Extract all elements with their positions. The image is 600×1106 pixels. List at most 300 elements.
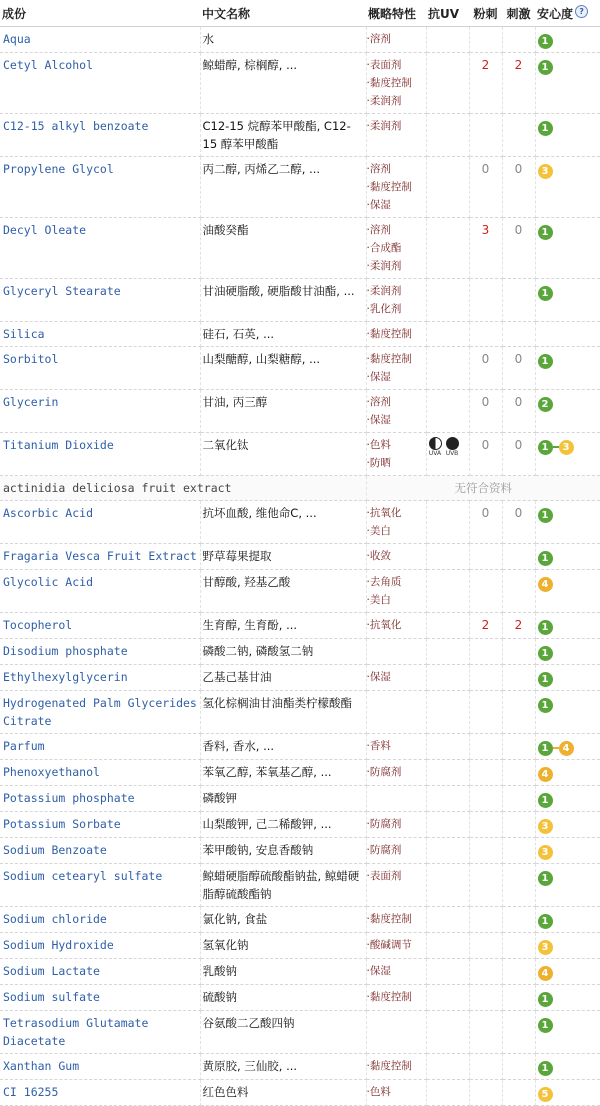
- table-row: [0, 1080, 600, 1106]
- chinese-name: 乙基己基甘油: [200, 665, 366, 691]
- acne-rating: 0: [469, 347, 502, 390]
- safety-cell: [535, 665, 600, 691]
- function-tag: ·合成酯: [366, 242, 402, 254]
- function-cell: [366, 570, 426, 613]
- function-cell: [366, 907, 426, 933]
- ingredient-name-link[interactable]: Tocopherol: [0, 613, 200, 639]
- ingredient-name-link[interactable]: Propylene Glycol: [0, 157, 200, 218]
- ingredient-name-link[interactable]: Tetrasodium Glutamate Diacetate: [0, 1011, 200, 1054]
- safety-badge[interactable]: 2: [538, 397, 553, 412]
- acne-rating: [469, 838, 502, 864]
- function-cell: [366, 501, 426, 544]
- table-row: [0, 812, 600, 838]
- table-row: [0, 691, 600, 734]
- safety-badge[interactable]: 1: [538, 225, 553, 240]
- irritation-rating: [502, 838, 535, 864]
- safety-cell: [535, 114, 600, 157]
- table-row: [0, 786, 600, 812]
- chinese-name: 苯氧乙醇, 苯氧基乙醇, ...: [200, 760, 366, 786]
- function-tag: ·保湿: [366, 199, 391, 211]
- acne-rating: [469, 691, 502, 734]
- function-tag: ·美白: [366, 525, 391, 537]
- safety-badge[interactable]: 3: [538, 164, 553, 179]
- chinese-name: 山梨醣醇, 山梨糖醇, ...: [200, 347, 366, 390]
- safety-badge[interactable]: 1: [538, 354, 553, 369]
- safety-cell: [535, 157, 600, 218]
- irritation-rating: [502, 734, 535, 760]
- chinese-name: 硫酸钠: [200, 985, 366, 1011]
- safety-badge[interactable]: 1: [538, 620, 553, 635]
- chinese-name: 野草莓果提取: [200, 544, 366, 570]
- function-tag: ·黏度控制: [366, 328, 412, 340]
- table-row: [0, 279, 600, 322]
- safety-badge[interactable]: 1: [538, 121, 553, 136]
- irritation-rating: [502, 665, 535, 691]
- chinese-name: 甘油硬脂酸, 硬脂酸甘油酯, ...: [200, 279, 366, 322]
- chinese-name: 甘油, 丙三醇: [200, 390, 366, 433]
- irritation-rating: [502, 760, 535, 786]
- table-row: [0, 639, 600, 665]
- function-tag: ·色料: [366, 439, 391, 451]
- table-row: [0, 613, 600, 639]
- function-cell: [366, 639, 426, 665]
- table-row: [0, 570, 600, 613]
- acne-rating: [469, 959, 502, 985]
- safety-cell: [535, 390, 600, 433]
- table-row: [0, 665, 600, 691]
- ingredient-name-link[interactable]: Fragaria Vesca Fruit Extract: [0, 544, 200, 570]
- function-tag: ·防腐剂: [366, 766, 402, 778]
- function-tag: ·抗氧化: [366, 507, 402, 519]
- irritation-rating: 0: [502, 218, 535, 279]
- function-tag: ·黏度控制: [366, 181, 412, 193]
- irritation-rating: 2: [502, 53, 535, 114]
- irritation-rating: [502, 27, 535, 53]
- function-cell: [366, 691, 426, 734]
- help-icon[interactable]: ?: [575, 5, 588, 18]
- ingredient-name-link[interactable]: Potassium phosphate: [0, 786, 200, 812]
- chinese-name: 乳酸钠: [200, 959, 366, 985]
- acne-rating: 0: [469, 501, 502, 544]
- irritation-rating: [502, 786, 535, 812]
- safety-badge[interactable]: 3: [538, 845, 553, 860]
- safety-cell: [535, 218, 600, 279]
- irritation-rating: [502, 933, 535, 959]
- ingredient-name-link[interactable]: Glycolic Acid: [0, 570, 200, 613]
- acne-rating: [469, 639, 502, 665]
- safety-cell: [535, 985, 600, 1011]
- function-cell: [366, 157, 426, 218]
- ingredient-name-link[interactable]: Sodium Lactate: [0, 959, 200, 985]
- uv-cell: [426, 433, 469, 476]
- table-row: [0, 959, 600, 985]
- chinese-name: 油酸癸酯: [200, 218, 366, 279]
- function-cell: [366, 760, 426, 786]
- irritation-rating: [502, 1080, 535, 1106]
- acne-rating: [469, 933, 502, 959]
- safety-badge[interactable]: 1: [538, 871, 553, 886]
- safety-cell: [535, 613, 600, 639]
- uv-cell: [426, 691, 469, 734]
- safety-badge[interactable]: 1: [538, 992, 553, 1007]
- safety-cell: [535, 864, 600, 907]
- chinese-name: 香料, 香水, ...: [200, 734, 366, 760]
- safety-badge[interactable]: 5: [538, 1087, 553, 1102]
- function-tag: ·溶剂: [366, 224, 391, 236]
- chinese-name: 氯化钠, 食盐: [200, 907, 366, 933]
- function-tag: ·表面剂: [366, 59, 402, 71]
- safety-cell: [535, 1054, 600, 1080]
- ingredient-name-unmatched: actinidia deliciosa fruit extract: [0, 476, 366, 501]
- function-tag: ·黏度控制: [366, 991, 412, 1003]
- function-cell: [366, 279, 426, 322]
- irritation-rating: [502, 114, 535, 157]
- table-row: [0, 27, 600, 53]
- acne-rating: [469, 1054, 502, 1080]
- function-cell: [366, 1054, 426, 1080]
- uvb-indicator: [446, 436, 459, 458]
- chinese-name: 生育醇, 生育酚, ...: [200, 613, 366, 639]
- ingredient-name-link[interactable]: Parfum: [0, 734, 200, 760]
- table-row: [0, 838, 600, 864]
- acne-rating: 0: [469, 433, 502, 476]
- function-cell: [366, 53, 426, 114]
- chinese-name: 苯甲酸钠, 安息香酸钠: [200, 838, 366, 864]
- chinese-name: 红色色料: [200, 1080, 366, 1106]
- acne-rating: 0: [469, 390, 502, 433]
- acne-rating: [469, 1080, 502, 1106]
- irritation-rating: 0: [502, 347, 535, 390]
- function-cell: [366, 959, 426, 985]
- table-row: [0, 322, 600, 347]
- function-tag: ·黏度控制: [366, 1060, 412, 1072]
- ingredient-name-link[interactable]: Sodium chloride: [0, 907, 200, 933]
- ingredient-name-link[interactable]: Decyl Oleate: [0, 218, 200, 279]
- function-tag: ·收敛: [366, 550, 391, 562]
- acne-rating: [469, 544, 502, 570]
- safety-cell: [535, 544, 600, 570]
- safety-badge[interactable]: 4: [538, 577, 553, 592]
- uv-cell: [426, 501, 469, 544]
- safety-badge[interactable]: 1: [538, 34, 553, 49]
- function-tag: ·溶剂: [366, 163, 391, 175]
- safety-badge[interactable]: 1: [538, 551, 553, 566]
- table-row: [0, 907, 600, 933]
- function-cell: [366, 114, 426, 157]
- safety-badge[interactable]: 1: [538, 672, 553, 687]
- irritation-rating: [502, 544, 535, 570]
- ingredient-name-link[interactable]: Sodium sulfate: [0, 985, 200, 1011]
- function-cell: [366, 347, 426, 390]
- ingredient-name-link[interactable]: CI 16255: [0, 1080, 200, 1106]
- safety-badge[interactable]: 1: [538, 698, 553, 713]
- ingredient-name-link[interactable]: Phenoxyethanol: [0, 760, 200, 786]
- range-connector: [553, 446, 559, 448]
- uv-cell: [426, 864, 469, 907]
- ingredient-name-link[interactable]: Disodium phosphate: [0, 639, 200, 665]
- ingredient-name-link[interactable]: Cetyl Alcohol: [0, 53, 200, 114]
- safety-badge[interactable]: 3: [538, 819, 553, 834]
- chinese-name: C12-15 烷醇苯甲酸酯, C12-15 醇苯甲酸酯: [200, 114, 366, 157]
- acne-rating: 3: [469, 218, 502, 279]
- safety-badge[interactable]: 1: [538, 1061, 553, 1076]
- chinese-name: 抗坏血酸, 维他命C, ...: [200, 501, 366, 544]
- header-ingredient: 成份: [0, 0, 200, 27]
- function-tag: ·黏度控制: [366, 913, 412, 925]
- safety-badge[interactable]: 1: [538, 914, 553, 929]
- function-tag: ·保湿: [366, 671, 391, 683]
- safety-cell: [535, 1011, 600, 1054]
- safety-cell: [535, 279, 600, 322]
- acne-rating: 2: [469, 53, 502, 114]
- table-row: [0, 347, 600, 390]
- function-cell: [366, 322, 426, 347]
- chinese-name: 丙二醇, 丙烯乙二醇, ...: [200, 157, 366, 218]
- uv-cell: [426, 959, 469, 985]
- irritation-rating: [502, 322, 535, 347]
- uv-cell: [426, 322, 469, 347]
- ingredient-name-link[interactable]: Xanthan Gum: [0, 1054, 200, 1080]
- safety-badge[interactable]: 4: [538, 966, 553, 981]
- safety-badge[interactable]: 1: [538, 440, 553, 455]
- table-row: [0, 218, 600, 279]
- table-row: [0, 433, 600, 476]
- table-row: [0, 933, 600, 959]
- uv-cell: [426, 347, 469, 390]
- irritation-rating: 2: [502, 613, 535, 639]
- ingredient-name-link[interactable]: Potassium Sorbate: [0, 812, 200, 838]
- uv-cell: [426, 613, 469, 639]
- function-tag: ·黏度控制: [366, 77, 412, 89]
- chinese-name: 甘醇酸, 羟基乙酸: [200, 570, 366, 613]
- safety-cell: [535, 691, 600, 734]
- function-tag: ·色料: [366, 1086, 391, 1098]
- safety-cell: [535, 959, 600, 985]
- uv-cell: [426, 570, 469, 613]
- ingredient-name-link[interactable]: Titanium Dioxide: [0, 433, 200, 476]
- function-tag: ·美白: [366, 594, 391, 606]
- safety-cell: [535, 433, 600, 476]
- safety-badge[interactable]: 1: [538, 60, 553, 75]
- function-cell: [366, 734, 426, 760]
- function-cell: [366, 1080, 426, 1106]
- uv-cell: [426, 985, 469, 1011]
- chinese-name: 硅石, 石英, ...: [200, 322, 366, 347]
- irritation-rating: 0: [502, 433, 535, 476]
- acne-rating: [469, 786, 502, 812]
- acne-rating: [469, 114, 502, 157]
- header-chinese-name: 中文名称: [200, 0, 366, 27]
- table-row: [0, 544, 600, 570]
- safety-badge[interactable]: 1: [538, 508, 553, 523]
- function-tag: ·防晒: [366, 457, 391, 469]
- safety-cell: [535, 322, 600, 347]
- irritation-rating: 0: [502, 501, 535, 544]
- table-row: [0, 114, 600, 157]
- safety-badge[interactable]: 1: [538, 793, 553, 808]
- uv-cell: [426, 838, 469, 864]
- ingredient-name-link[interactable]: Sodium Hydroxide: [0, 933, 200, 959]
- uv-cell: [426, 544, 469, 570]
- function-cell: [366, 27, 426, 53]
- function-cell: [366, 218, 426, 279]
- function-tag: ·溶剂: [366, 396, 391, 408]
- safety-badge[interactable]: 1: [538, 286, 553, 301]
- function-tag: ·抗氧化: [366, 619, 402, 631]
- acne-rating: [469, 985, 502, 1011]
- safety-cell: [535, 812, 600, 838]
- ingredient-rows: [0, 27, 600, 1106]
- chinese-name: 鲸蜡醇, 棕榈醇, ...: [200, 53, 366, 114]
- ingredient-name-link[interactable]: Glycerin: [0, 390, 200, 433]
- irritation-rating: [502, 691, 535, 734]
- irritation-rating: 0: [502, 157, 535, 218]
- safety-badge[interactable]: 4: [538, 767, 553, 782]
- table-row: [0, 157, 600, 218]
- irritation-rating: [502, 864, 535, 907]
- no-data-message: 无符合资料: [366, 476, 600, 501]
- uv-cell: [426, 1011, 469, 1054]
- function-cell: [366, 812, 426, 838]
- uv-cell: [426, 1080, 469, 1106]
- acne-rating: 2: [469, 613, 502, 639]
- safety-cell: [535, 570, 600, 613]
- table-row: [0, 1054, 600, 1080]
- safety-badge[interactable]: 3: [538, 940, 553, 955]
- acne-rating: [469, 907, 502, 933]
- safety-badge[interactable]: 1: [538, 741, 553, 756]
- safety-cell: [535, 347, 600, 390]
- acne-rating: [469, 734, 502, 760]
- table-row: [0, 985, 600, 1011]
- safety-cell: [535, 760, 600, 786]
- table-row: [0, 53, 600, 114]
- uv-cell: [426, 907, 469, 933]
- irritation-rating: [502, 1011, 535, 1054]
- acne-rating: [469, 1011, 502, 1054]
- ingredient-name-link[interactable]: C12-15 alkyl benzoate: [0, 114, 200, 157]
- table-row: [0, 760, 600, 786]
- safety-cell: [535, 501, 600, 544]
- ingredient-name-link[interactable]: Sorbitol: [0, 347, 200, 390]
- function-cell: [366, 864, 426, 907]
- function-cell: [366, 433, 426, 476]
- function-tag: ·去角质: [366, 576, 402, 588]
- function-cell: [366, 1011, 426, 1054]
- function-tag: ·香料: [366, 740, 391, 752]
- table-row: [0, 864, 600, 907]
- ingredient-name-link[interactable]: Sodium Benzoate: [0, 838, 200, 864]
- ingredient-name-link[interactable]: Ethylhexylglycerin: [0, 665, 200, 691]
- chinese-name: 鲸蜡硬脂醇硫酸酯钠盐, 鲸蜡硬脂醇硫酸酯钠: [200, 864, 366, 907]
- function-tag: ·乳化剂: [366, 303, 402, 315]
- irritation-rating: [502, 959, 535, 985]
- ingredient-name-link[interactable]: Silica: [0, 322, 200, 347]
- safety-cell: [535, 639, 600, 665]
- chinese-name: 山梨酸钾, 己二稀酸钾, ...: [200, 812, 366, 838]
- function-cell: [366, 786, 426, 812]
- table-row: [0, 501, 600, 544]
- uv-cell: [426, 27, 469, 53]
- header-acne: 粉刺: [469, 0, 502, 27]
- uv-cell: [426, 786, 469, 812]
- ingredient-name-link[interactable]: Glyceryl Stearate: [0, 279, 200, 322]
- function-tag: ·防腐剂: [366, 844, 402, 856]
- ingredient-name-link[interactable]: Ascorbic Acid: [0, 501, 200, 544]
- ingredient-name-link[interactable]: Hydrogenated Palm Glycerides Citrate: [0, 691, 200, 734]
- safety-badge[interactable]: 4: [559, 741, 574, 756]
- acne-rating: [469, 570, 502, 613]
- header-uv: 抗UV: [426, 0, 469, 27]
- uva-icon: [429, 437, 442, 450]
- chinese-name: 谷氨酸二乙酸四钠: [200, 1011, 366, 1054]
- safety-badge[interactable]: 1: [538, 1018, 553, 1033]
- safety-cell: [535, 1080, 600, 1106]
- chinese-name: 氢化棕榈油甘油酯类柠檬酸酯: [200, 691, 366, 734]
- uv-cell: [426, 734, 469, 760]
- acne-rating: [469, 665, 502, 691]
- table-row: [0, 1011, 600, 1054]
- uva-indicator: [429, 436, 442, 458]
- uvb-label: UVB: [445, 450, 459, 457]
- chinese-name: 黄原胶, 三仙胶, ...: [200, 1054, 366, 1080]
- function-cell: [366, 985, 426, 1011]
- chinese-name: 磷酸钾: [200, 786, 366, 812]
- ingredient-name-link[interactable]: Aqua: [0, 27, 200, 53]
- function-tag: ·保湿: [366, 414, 391, 426]
- acne-rating: [469, 279, 502, 322]
- uv-cell: [426, 639, 469, 665]
- chinese-name: 水: [200, 27, 366, 53]
- chinese-name: 氢氧化钠: [200, 933, 366, 959]
- irritation-rating: [502, 1054, 535, 1080]
- irritation-rating: [502, 985, 535, 1011]
- safety-cell: [535, 838, 600, 864]
- uv-cell: [426, 157, 469, 218]
- header-irritation: 刺激: [502, 0, 535, 27]
- function-cell: [366, 933, 426, 959]
- table-header-row: [0, 0, 600, 27]
- ingredient-name-link[interactable]: Sodium cetearyl sulfate: [0, 864, 200, 907]
- uvb-icon: [446, 437, 459, 450]
- function-cell: [366, 544, 426, 570]
- function-tag: ·保湿: [366, 371, 391, 383]
- function-tag: ·黏度控制: [366, 353, 412, 365]
- function-tag: ·柔润剂: [366, 285, 402, 297]
- uv-cell: [426, 390, 469, 433]
- uv-cell: [426, 279, 469, 322]
- irritation-rating: [502, 812, 535, 838]
- safety-cell: [535, 907, 600, 933]
- acne-rating: [469, 760, 502, 786]
- chinese-name: 磷酸二钠, 磷酸氢二钠: [200, 639, 366, 665]
- function-tag: ·柔润剂: [366, 260, 402, 272]
- uv-cell: [426, 665, 469, 691]
- function-tag: ·酸碱调节: [366, 939, 412, 951]
- safety-cell: [535, 786, 600, 812]
- header-safety: [535, 0, 600, 27]
- safety-badge[interactable]: 1: [538, 646, 553, 661]
- function-cell: [366, 838, 426, 864]
- uv-cell: [426, 1054, 469, 1080]
- uv-cell: [426, 114, 469, 157]
- irritation-rating: [502, 570, 535, 613]
- table-row: [0, 476, 600, 501]
- safety-badge[interactable]: 3: [559, 440, 574, 455]
- range-connector: [553, 747, 559, 749]
- acne-rating: [469, 812, 502, 838]
- header-function: 概略特性: [366, 0, 426, 27]
